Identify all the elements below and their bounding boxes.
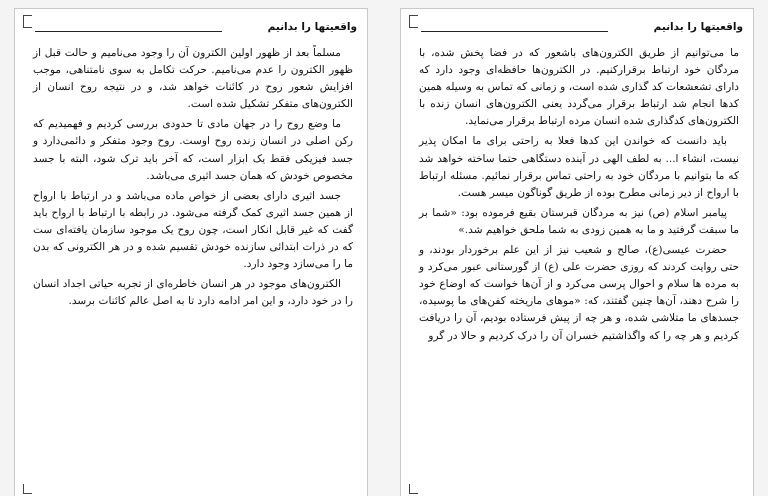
page-header <box>35 21 357 37</box>
corner-mark <box>23 15 32 28</box>
header-title: واقعیتها را بدانیم <box>267 21 357 33</box>
header-rule <box>35 31 222 32</box>
corner-mark <box>23 484 32 494</box>
left-page <box>14 8 368 496</box>
corner-mark <box>409 15 418 28</box>
paragraph: مسلماً بعد از ظهور اولین الکترون آن را وجود می‌نامیم و حالت قبل از ظهور الکترون را عدم می‌نامیم. حرکت تکامل به سوی نامتناهی، موجب افزایش شعور روح در کائنات خواهد شد، و در نتیجه روح انسان از الکترون‌های متفکر تشکیل شده است. <box>33 47 353 111</box>
paragraph: ما وضع روح را در جهان مادی تا حدودی بررسی کردیم و فهمیدیم که رکن اصلی در انسان زنده روح اوست. روح وجود متفکر و دائمی‌دارد و جسد فیزیکی فقط یک ابزار است، که آخر باید ترک شود، البته با جسد مخصوص خودش که همان جسد اثیری می‌باشد. <box>33 118 353 182</box>
header-rule <box>421 31 608 32</box>
page-body <box>419 45 739 348</box>
page-body <box>33 45 353 313</box>
header-title: واقعیتها را بدانیم <box>653 21 743 33</box>
page-header <box>421 21 743 37</box>
paragraph: جسد اثیری دارای بعضی از خواص ماده می‌باشد و در ارتباط با ارواح از همین جسد اثیری کمک گرفته می‌شود. در رابطه با ارتباط با ارواح باید گفت که غیر قابل انکار است، چون روح یک موجود سازمان یافته‌ای ست که در ذرات ابتدائی سازنده خودش تقسیم شده و در هر الکترونی که بدن ما را می‌سازد وجود دارد. <box>33 189 353 271</box>
paragraph: ما می‌توانیم از طریق الکترون‌های باشعور که در فضا پخش شده، با مردگان خود ارتباط برقرارکنیم. در الکترون‌ها حافظه‌ای وجود دارد که دارای تشعشعات کد گذاری شده است، و زمانی که تماس به وسیله همین کدها انجام شد ارتباط برقرار می‌گردد یعنی الکترون‌های انسان زنده با الکترون‌های کدگذاری شده انسان مرده ارتباط برقرار می‌نماید. <box>419 47 739 128</box>
paragraph: پیامبر اسلام (ص) نیز به مردگان قبرستان بقیع فرموده بود: «شما بر ما سبقت گرفتید و ما به همین زودی به شما ملحق خواهیم شد.» <box>419 206 739 236</box>
right-page <box>400 8 754 496</box>
paragraph: الکترون‌های موجود در هر انسان خاطره‌ای از تجربه حیاتی اجداد انسان را در خود دارد، و این امر ادامه دارد تا به اصل عالم کائنات برسد. <box>33 278 353 308</box>
corner-mark <box>409 484 418 494</box>
paragraph: باید دانست که خواندن این کدها فعلا به راحتی برای ما امکان پذیر نیست، انشاء ا... به لطف الهی در آینده دستگاهی حتما ساخته خواهد شد که ما بتوانیم با مردگان خود به راحتی تماس برقرار نمائیم. مسئله ارتباط با ارواح از دیر زمانی مطرح بوده از طریق گوناگون میسر هست. <box>419 135 739 199</box>
paragraph: حضرت عیسی(ع)، صالح و شعیب نیز از این علم برخوردار بودند، و حتی روایت کردند که روزی حضرت علی (ع) از گورستانی عبور می‌کرد و به مرده ها سلام و احوال پرسی می‌کرد و از آن‌ها خواست که اوضاع خود را شرح دهند، آن‌ها چنین گفتند، که: «موهای ماریخته کفن‌های ما پوسیده، جسدهای ما متلاشی شده، و هر چه از پیش فرستاده بودیم، آن را دریافت کردیم و هر چه را که واگذاشتیم خسران آن را درک کردیم و حالا در گرو <box>419 244 739 342</box>
